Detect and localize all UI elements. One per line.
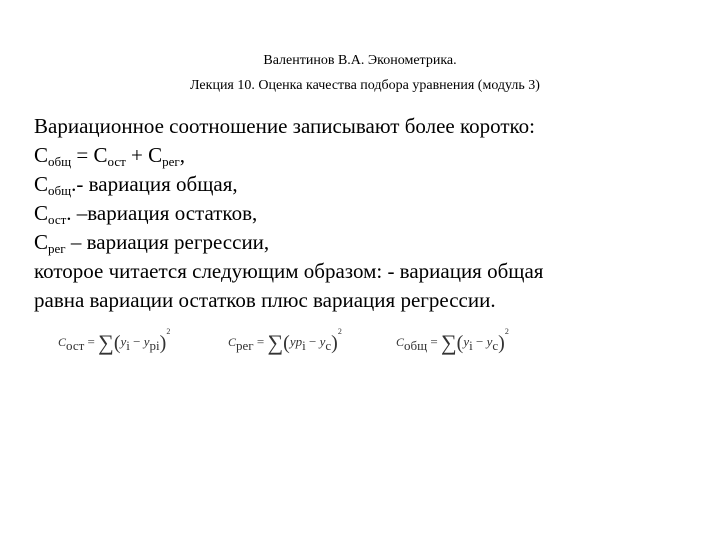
formula-regression-yp: yp: [289, 334, 303, 349]
eq-c-residual: С: [93, 143, 108, 167]
formula-residual-rparen: ): [159, 332, 167, 354]
formula-regression-minus: −: [305, 334, 320, 349]
def-residual-text: . –вариация остатков,: [66, 201, 258, 225]
eq-tail: ,: [179, 143, 185, 167]
formula-regression-exponent: 2: [337, 327, 342, 336]
explanation-line-2: равна вариации остатков плюс вариация регрессии.: [34, 288, 496, 312]
formula-residual-exponent: 2: [166, 327, 171, 336]
variation-equation: [34, 141, 694, 170]
def-total-sub: общ: [48, 183, 72, 198]
formula-total: [396, 327, 509, 356]
formula-total-yc: y: [486, 334, 493, 349]
definition-total: [34, 170, 694, 199]
header-lecture-title: Лекция 10. Оценка качества подбора уравнения (модуль 3): [190, 78, 540, 93]
eq-c-regression-sub: рег: [162, 154, 180, 169]
definition-regression: [34, 228, 694, 257]
formula-total-equals: =: [427, 334, 441, 349]
formula-total-yc-sub: c: [492, 338, 499, 353]
formula-row: [0, 327, 720, 370]
formula-residual: [58, 327, 171, 356]
slide-header: [0, 48, 720, 98]
formula-total-rparen: ): [498, 332, 505, 354]
eq-c-total: С: [34, 143, 49, 167]
formula-total-sum-sign: ∑: [440, 330, 457, 355]
eq-c-residual-sub: ост: [107, 154, 126, 169]
formula-total-minus: −: [472, 334, 487, 349]
eq-c-regression: С: [148, 143, 163, 167]
formula-regression: [228, 327, 342, 356]
formula-residual-sum-sign: ∑: [98, 330, 114, 355]
formula-total-y-sub: i: [469, 338, 473, 353]
formula-residual-y-sub: i: [126, 338, 130, 353]
formula-residual-c: C: [58, 335, 67, 349]
formula-regression-sum-sign: ∑: [267, 330, 284, 355]
formula-residual-equals: =: [84, 334, 99, 349]
formula-regression-yc-sub: c: [325, 338, 332, 353]
formula-residual-minus: −: [129, 334, 144, 349]
formula-total-exponent: 2: [504, 327, 509, 336]
definition-residual: [34, 199, 694, 228]
formula-residual-yp-sub: pi: [149, 338, 160, 353]
formula-regression-equals: =: [253, 334, 268, 349]
slide-body: [34, 112, 694, 315]
eq-equals: =: [71, 143, 94, 167]
def-regression-symbol: С: [34, 230, 49, 254]
formula-regression-c: C: [228, 335, 237, 349]
formula-residual-lparen: (: [113, 332, 121, 354]
formula-residual-yp: y: [143, 334, 150, 349]
def-total-text: .- вариация общая,: [71, 172, 238, 196]
intro-line: Вариационное соотношение записывают более коротко:: [34, 114, 535, 138]
explanation-line-1: которое читается следующим образом: - вариация общая: [34, 259, 544, 283]
def-total-symbol: С: [34, 172, 49, 196]
formula-total-y: y: [463, 334, 470, 349]
formula-total-c: C: [396, 335, 405, 349]
header-author-title: Валентинов В.А. Эконометрика.: [263, 53, 457, 68]
formula-regression-rparen: ): [331, 332, 338, 354]
def-residual-sub: ост: [48, 212, 67, 227]
formula-residual-y: y: [120, 334, 127, 349]
def-regression-text: – вариация регрессии,: [65, 230, 270, 254]
eq-c-total-sub: общ: [48, 154, 72, 169]
formula-regression-yc: y: [319, 334, 326, 349]
formula-regression-yp-sub: i: [302, 338, 306, 353]
formula-total-c-sub: общ: [404, 338, 428, 353]
eq-plus: +: [125, 143, 149, 167]
formula-regression-lparen: (: [283, 332, 290, 354]
formula-residual-c-sub: ост: [66, 338, 85, 353]
def-residual-symbol: С: [34, 201, 49, 225]
formula-total-lparen: (: [456, 332, 464, 354]
formula-regression-c-sub: рег: [236, 338, 254, 353]
def-regression-sub: рег: [48, 241, 66, 256]
